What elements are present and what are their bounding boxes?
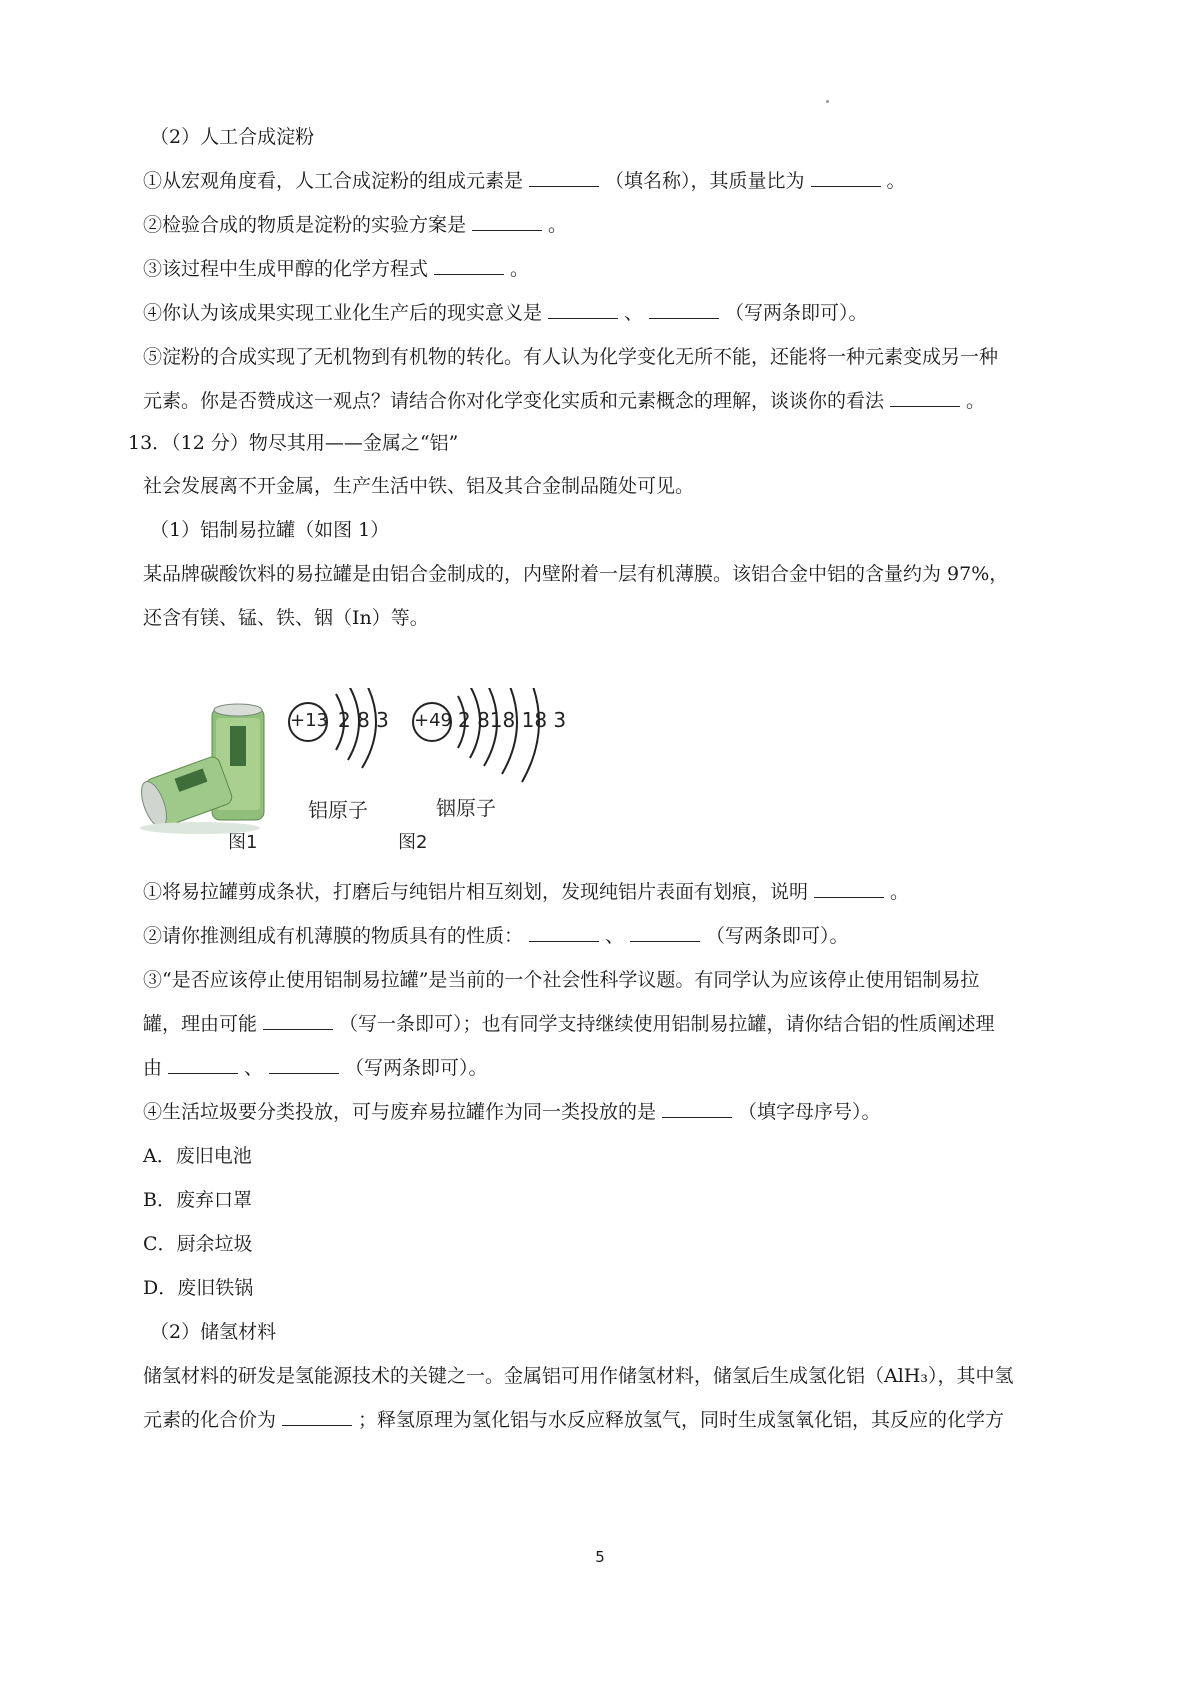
answer-blank[interactable] [529,170,599,187]
indium-atom-diagram [413,688,539,782]
answer-blank[interactable] [263,1013,333,1030]
separator: 、 [624,302,644,324]
question-text: ②检验合成的物质是淀粉的实验方案是 [143,214,467,236]
answer-blank[interactable] [472,214,542,231]
in-atom-caption: 铟原子 [436,796,496,820]
question-text: 。 [890,881,910,903]
page-number: 5 [595,1548,605,1566]
question-line [143,877,909,907]
question-text: 元素的化合价为 [143,1409,277,1431]
question-text: 元素。你是否赞成这一观点？请结合你对化学变化实质和元素概念的理解，谈谈你的看法 [143,390,885,412]
al-atom-caption: 铝原子 [308,798,368,822]
question-text: ④你认为该成果实现工业化生产后的现实意义是 [143,302,543,324]
question-line [143,1009,995,1039]
question-line [143,1097,881,1127]
question-line [143,210,567,240]
question-line: ⑤淀粉的合成实现了无机物到有机物的转化。有人认为化学变化无所不能，还能将一种元素变成另一种 [143,346,999,368]
answer-blank[interactable] [811,170,881,187]
sub-heading: （2）储氢材料 [150,1321,277,1343]
question-text: 。 [966,390,986,412]
answer-blank[interactable] [649,302,719,319]
question-text: ①将易拉罐剪成条状，打磨后与纯铝片相互刻划，发现纯铝片表面有划痕，说明 [143,881,809,903]
question-line [143,1053,488,1083]
question-line [143,1405,1004,1435]
answer-blank[interactable] [269,1057,339,1074]
sub-heading: （1）铝制易拉罐（如图 1） [150,519,390,541]
question-line [143,921,849,951]
paragraph: 还含有镁、锰、铁、铟（In）等。 [143,607,429,629]
question-text: （写两条即可）。 [725,302,868,324]
question-text: 罐，理由可能 [143,1013,258,1035]
can-image [140,704,264,834]
question-text: （写两条即可）。 [345,1057,488,1079]
al-shells-label: 2 8 3 [338,708,389,732]
question-text: 。 [510,258,530,280]
question-line [143,386,985,416]
paragraph: 社会发展离不开金属，生产生活中铁、铝及其合金制品随处可见。 [143,475,695,497]
answer-blank[interactable] [282,1409,352,1426]
scan-dot [826,100,829,103]
al-nucleus-label: +13 [290,710,328,731]
question-text: 。 [548,214,568,236]
question-text: 由 [143,1057,163,1079]
fig2-caption: 图2 [398,832,428,853]
option-d: D．废旧铁锅 [143,1277,254,1299]
answer-blank[interactable] [630,925,700,942]
option-c: C．厨余垃圾 [143,1233,253,1255]
question-title: 13．（12 分）物尽其用——金属之“铝” [128,432,459,454]
paragraph: 某品牌碳酸饮料的易拉罐是由铝合金制成的，内壁附着一层有机薄膜。该铝合金中铝的含量约为 97%， [143,563,1009,585]
question-text: ；释氢原理为氢化铝与水反应释放氢气，同时生成氢氧化铝，其反应的化学方 [358,1409,1005,1431]
question-text: ④生活垃圾要分类投放，可与废弃易拉罐作为同一类投放的是 [143,1101,657,1123]
in-nucleus-label: +49 [414,710,452,731]
separator: 、 [244,1057,264,1079]
separator: 、 [605,925,625,947]
question-text: （写两条即可）。 [706,925,849,947]
answer-blank[interactable] [168,1057,238,1074]
answer-blank[interactable] [548,302,618,319]
answer-blank[interactable] [662,1101,732,1118]
answer-blank[interactable] [814,881,884,898]
option-a: A．废旧电池 [143,1145,252,1167]
question-text: ②请你推测组成有机薄膜的物质具有的性质： [143,925,524,947]
question-text: ①从宏观角度看，人工合成淀粉的组成元素是 [143,170,524,192]
question-text: ③该过程中生成甲醇的化学方程式 [143,258,429,280]
question-text: （填字母序号）。 [738,1101,881,1123]
in-shells-label: 2 818 18 3 [458,708,567,732]
question-text: 。 [886,170,906,192]
question-line: ③“是否应该停止使用铝制易拉罐”是当前的一个社会性科学议题。有同学认为应该停止使用铝制易拉 [143,969,980,991]
question-line [143,254,529,284]
question-line [143,298,868,328]
option-b: B．废弃口罩 [143,1189,252,1211]
answer-blank[interactable] [890,390,960,407]
answer-blank[interactable] [434,258,504,275]
question-line [143,166,906,196]
section-heading: （2）人工合成淀粉 [150,126,315,148]
question-text: （写一条即可）；也有同学支持继续使用铝制易拉罐，请你结合铝的性质阐述理 [339,1013,995,1035]
paragraph: 储氢材料的研发是氢能源技术的关键之一。金属铝可用作储氢材料，储氢后生成氢化铝（AlH₃），其中氢 [143,1365,1014,1387]
answer-blank[interactable] [529,925,599,942]
fig1-caption: 图1 [228,832,258,853]
question-text: （填名称），其质量比为 [605,170,805,192]
